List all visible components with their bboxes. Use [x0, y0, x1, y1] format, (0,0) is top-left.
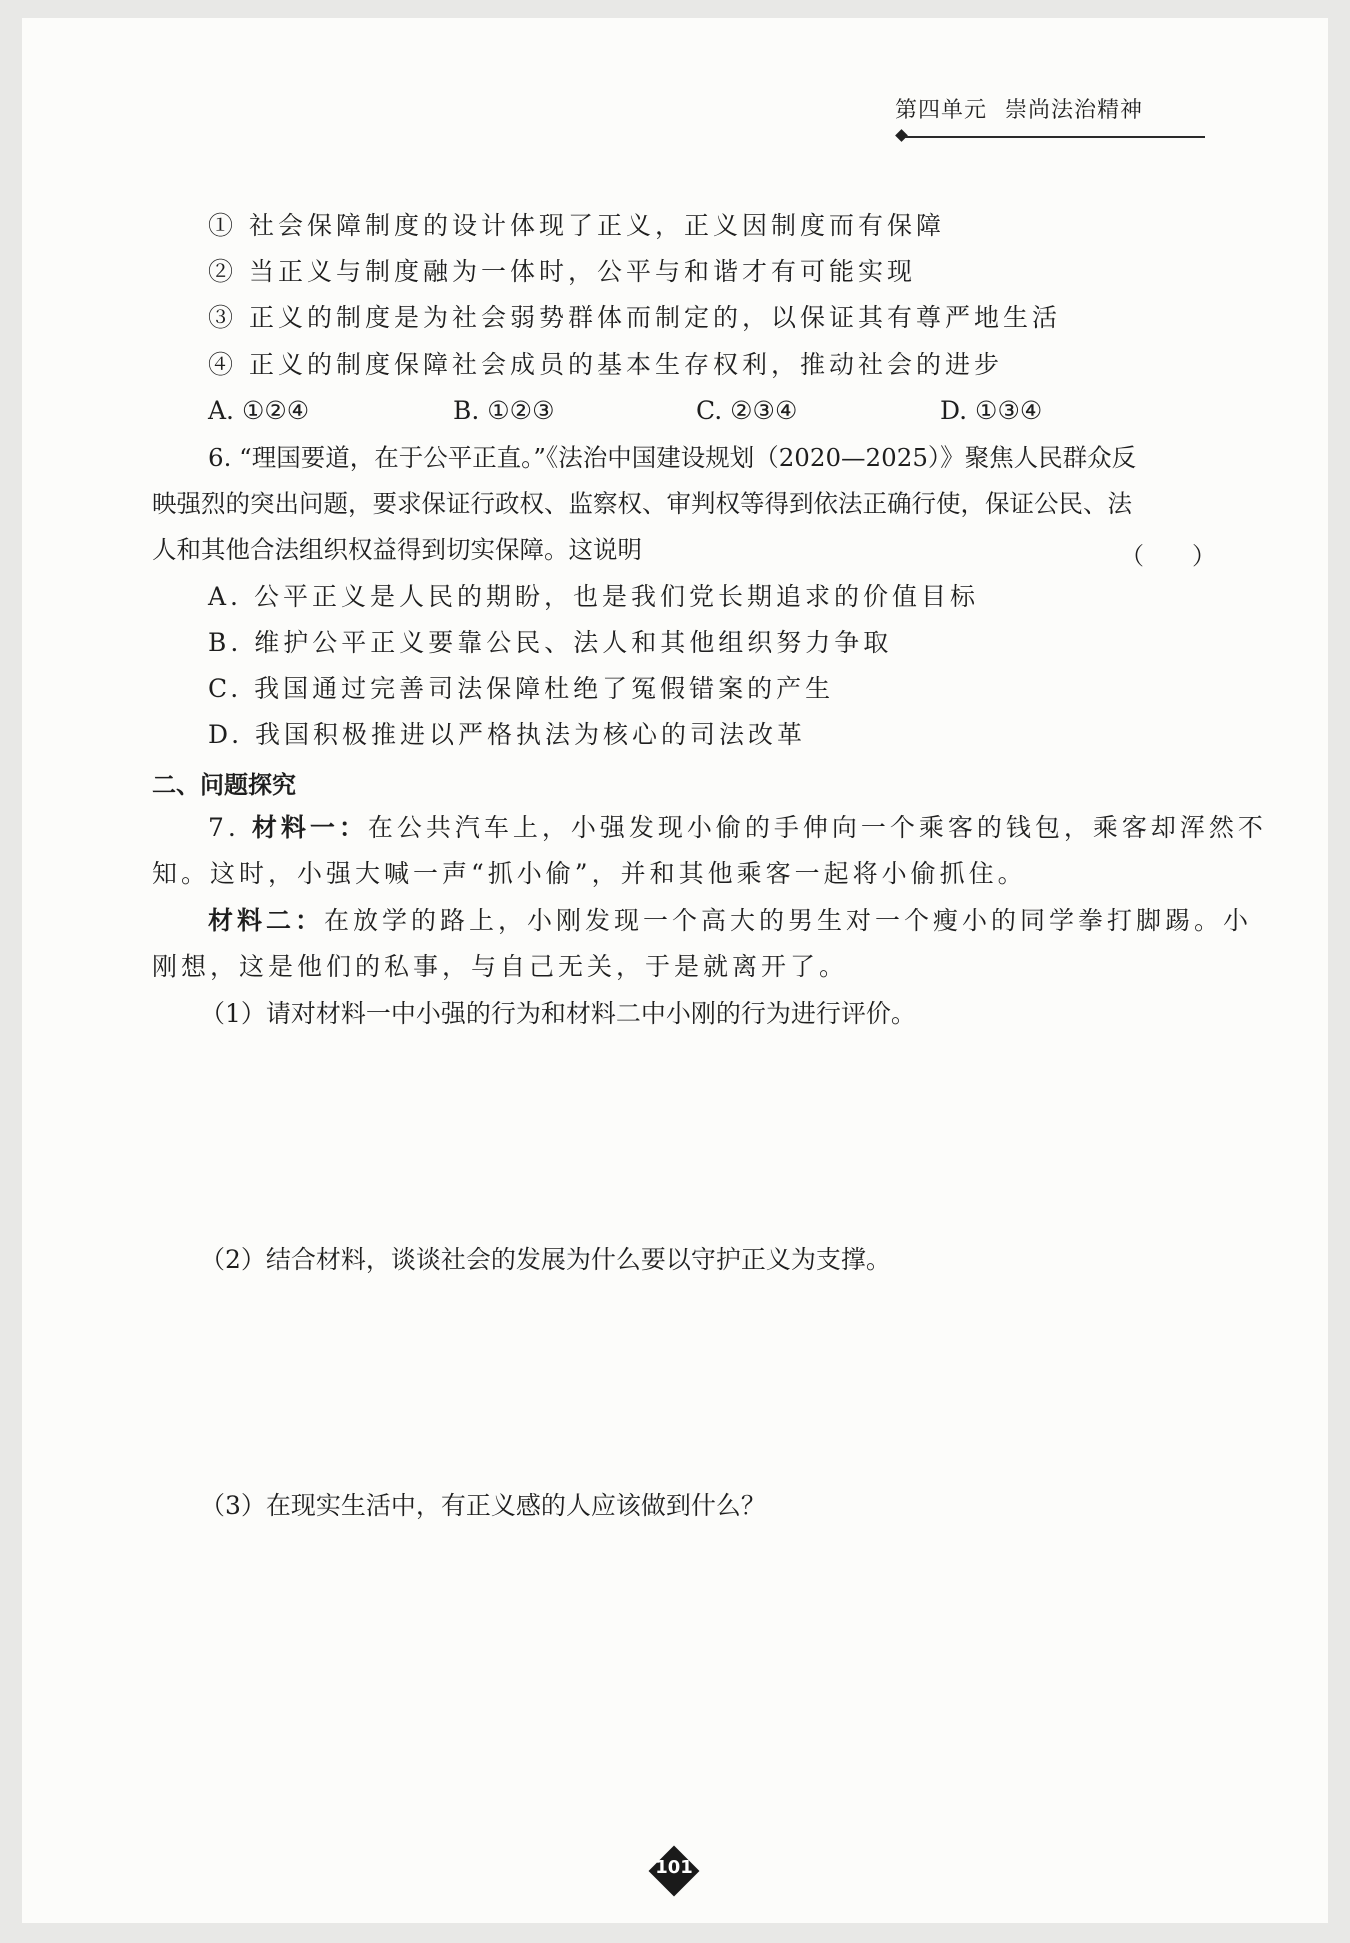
q6-option-b[interactable]: B. 维护公平正义要靠公民、法人和其他组织努力争取 [208, 628, 893, 657]
material-1-text: 在公共汽车上，小强发现小偷的手伸向一个乘客的钱包，乘客却浑然不 [367, 813, 1267, 842]
material-1-label: 材料一： [251, 813, 368, 842]
q5-option-a[interactable]: A. ①②④ [208, 396, 310, 425]
q7-subquestion-1: （1）请对材料一中小强的行为和材料二中小刚的行为进行评价。 [200, 999, 916, 1028]
q6-option-d[interactable]: D. 我国积极推进以严格执法为核心的司法改革 [208, 720, 807, 749]
q5-option-c[interactable]: C. ②③④ [696, 396, 798, 425]
running-header [895, 93, 1143, 124]
q7-subquestion-3: （3）在现实生活中，有正义感的人应该做到什么？ [200, 1491, 766, 1520]
q6-option-c[interactable]: C. 我国通过完善司法保障杜绝了冤假错案的产生 [208, 674, 835, 703]
unit-label: 第四单元 [895, 98, 988, 123]
q5-statement-3: ③ 正义的制度是为社会弱势群体而制定的，以保证其有尊严地生活 [208, 303, 1061, 332]
q7-material-2-line-1 [208, 904, 1252, 938]
q5-statement-1: ① 社会保障制度的设计体现了正义，正义因制度而有保障 [208, 211, 945, 240]
unit-title: 崇尚法治精神 [1005, 98, 1144, 123]
q5-statement-2: ② 当正义与制度融为一体时，公平与和谐才有可能实现 [208, 257, 916, 286]
q5-option-d[interactable]: D. ①③④ [940, 396, 1043, 425]
q7-material-1-line-1 [208, 811, 1267, 845]
q5-statement-4: ④ 正义的制度保障社会成员的基本生存权利，推动社会的进步 [208, 350, 1003, 379]
page-number: 101 [655, 1857, 693, 1878]
q7-subquestion-2: （2）结合材料，谈谈社会的发展为什么要以守护正义为支撑。 [200, 1245, 891, 1274]
q5-option-b[interactable]: B. ①②③ [453, 396, 555, 425]
q6-answer-bracket[interactable]: （ ） [1120, 542, 1216, 570]
material-2-text: 在放学的路上，小刚发现一个高大的男生对一个瘦小的同学拳打脚踢。小 [324, 906, 1253, 935]
header-rule [905, 136, 1205, 138]
material-2-label: 材料二： [208, 906, 325, 935]
q6-stem-line-3: 人和其他合法组织权益得到切实保障。这说明 [152, 535, 642, 564]
q6-option-a[interactable]: A. 公平正义是人民的期盼，也是我们党长期追求的价值目标 [208, 582, 979, 611]
q7-material-1-line-2: 知。这时，小强大喊一声“抓小偷”，并和其他乘客一起将小偷抓住。 [152, 859, 1027, 888]
q6-stem-line-2: 映强烈的突出问题，要求保证行政权、监察权、审判权等得到依法正确行使，保证公民、法 [152, 489, 1132, 518]
q5-options [208, 394, 1208, 428]
page-number-badge [648, 1845, 700, 1897]
section-heading: 二、问题探究 [152, 771, 296, 799]
q6-stem-line-1: 6. “理国要道，在于公平正直。”《法治中国建设规划（2020—2025）》聚焦人民群众反 [208, 443, 1137, 472]
q7-material-2-line-2: 刚想，这是他们的私事，与自己无关，于是就离开了。 [152, 952, 849, 981]
q7-number: 7. [208, 813, 240, 842]
